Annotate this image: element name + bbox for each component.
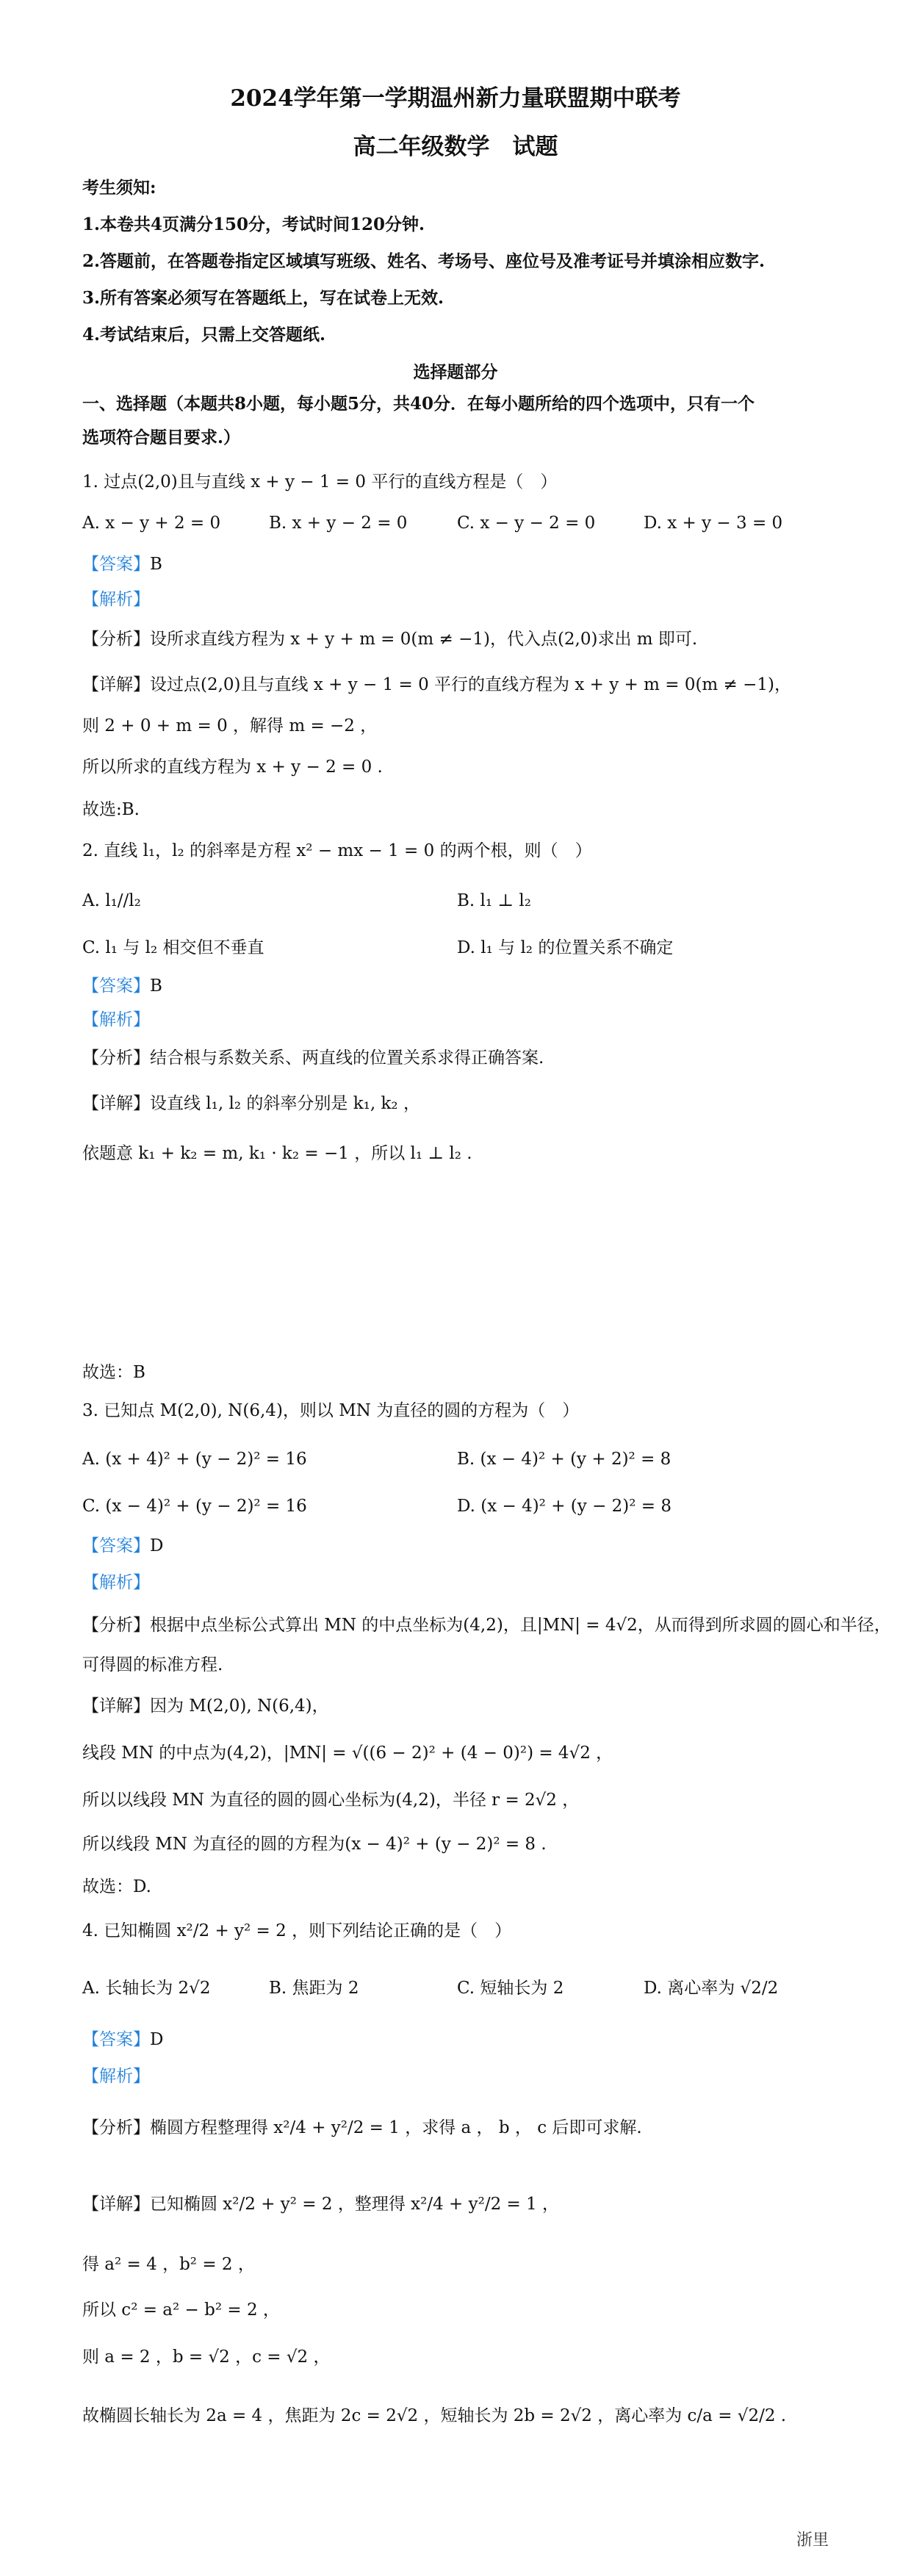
q3-option-b: B. (x − 4)² + (y + 2)² = 8 <box>457 1450 671 1469</box>
notice-item: 1.本卷共4页满分150分，考试时间120分钟. <box>82 215 425 234</box>
exam-subtitle: 高二年级数学 试题 <box>353 134 558 160</box>
q2-detail-line: 依题意 k₁ + k₂ = m, k₁ · k₂ = −1 ，所以 l₁ ⊥ l₂ . <box>82 1144 472 1163</box>
q1-option-a: A. x − y + 2 = 0 <box>82 514 221 533</box>
page-footer: 浙里 <box>796 2531 829 2550</box>
question-1-stem: 1. 过点(2,0)且与直线 x + y − 1 = 0 平行的直线方程是（ ） <box>82 472 558 492</box>
answer-value: D <box>150 1536 164 1555</box>
question-3-stem: 3. 已知点 M(2,0), N(6,4)，则以 MN 为直径的圆的方程为（ ） <box>82 1401 580 1420</box>
q1-analysis-tag: 【解析】 <box>82 590 150 609</box>
q2-analysis-tag: 【解析】 <box>82 1010 150 1029</box>
question-4-stem: 4. 已知椭圆 x²/2 + y² = 2 ，则下列结论正确的是（ ） <box>82 1921 512 1940</box>
q4-answer <box>82 2028 163 2051</box>
exam-title: 2024学年第一学期温州新力量联盟期中联考 <box>230 85 681 112</box>
q3-answer <box>82 1534 163 1558</box>
q2-fenxi <box>82 1046 544 1070</box>
fenxi-text: 设所求直线方程为 x + y + m = 0(m ≠ −1)，代入点(2,0)求出 m 即可. <box>150 630 698 649</box>
q1-detail-line: 则 2 + 0 + m = 0 ，解得 m = −2 ， <box>82 716 378 735</box>
q1-option-c: C. x − y − 2 = 0 <box>457 514 596 533</box>
q2-answer <box>82 974 162 998</box>
q2-detail-line: 【详解】设直线 l₁, l₂ 的斜率分别是 k₁, k₂ ， <box>82 1094 420 1113</box>
q1-option-d: D. x + y − 3 = 0 <box>644 514 783 533</box>
answer-tag: 【答案】 <box>82 976 150 996</box>
fenxi-tag: 【分析】 <box>82 630 150 649</box>
q1-option-b: B. x + y − 2 = 0 <box>269 514 408 533</box>
answer-value: D <box>150 2030 164 2049</box>
q2-option-b: B. l₁ ⊥ l₂ <box>457 891 531 910</box>
fenxi-text: 结合根与系数关系、两直线的位置关系求得正确答案. <box>150 1048 544 1068</box>
q1-detail-line: 【详解】设过点(2,0)且与直线 x + y − 1 = 0 平行的直线方程为 x + y + m = 0(m ≠ −1)， <box>82 675 792 694</box>
q1-detail-line: 故选:B. <box>82 800 140 819</box>
q2-option-d: D. l₁ 与 l₂ 的位置关系不确定 <box>457 938 674 957</box>
q4-detail-line: 则 a = 2 ，b = √2 ，c = √2 ， <box>82 2347 331 2367</box>
q2-option-a: A. l₁//l₂ <box>82 891 141 910</box>
q2-option-c: C. l₁ 与 l₂ 相交但不垂直 <box>82 938 264 957</box>
answer-tag: 【答案】 <box>82 555 150 574</box>
q4-option-b: B. 焦距为 2 <box>269 1979 359 1998</box>
q3-option-c: C. (x − 4)² + (y − 2)² = 16 <box>82 1497 307 1516</box>
q1-fenxi <box>82 627 697 651</box>
q3-option-a: A. (x + 4)² + (y − 2)² = 16 <box>82 1450 307 1469</box>
section-title: 选择题部分 <box>413 362 498 382</box>
q1-answer <box>82 553 162 576</box>
answer-tag: 【答案】 <box>82 1536 150 1555</box>
q4-detail-line: 得 a² = 4 ，b² = 2 ， <box>82 2255 255 2274</box>
q3-fenxi-line: 可得圆的标准方程. <box>82 1655 223 1674</box>
q4-option-a: A. 长轴长为 2√2 <box>82 1979 211 1998</box>
question-2-stem: 2. 直线 l₁，l₂ 的斜率是方程 x² − mx − 1 = 0 的两个根，则（ ） <box>82 841 592 860</box>
q4-detail-line: 所以 c² = a² − b² = 2 ， <box>82 2300 280 2320</box>
answer-tag: 【答案】 <box>82 2030 150 2049</box>
q3-detail-line: 故选：D. <box>82 1877 151 1896</box>
q4-option-c: C. 短轴长为 2 <box>457 1979 564 1998</box>
q4-detail-line: 【详解】已知椭圆 x²/2 + y² = 2 ，整理得 x²/4 + y²/2 = 1 ， <box>82 2195 560 2214</box>
q3-option-d: D. (x − 4)² + (y − 2)² = 8 <box>457 1497 672 1516</box>
q4-analysis-tag: 【解析】 <box>82 2067 150 2086</box>
answer-value: B <box>150 555 162 574</box>
section-intro: 一、选择题（本题共8小题，每小题5分，共40分．在每小题所给的四个选项中，只有一个 <box>82 394 755 414</box>
q2-detail-line: 故选：B <box>82 1363 145 1382</box>
answer-value: B <box>150 976 162 996</box>
q3-detail-line: 线段 MN 的中点为(4,2)，|MN| = √((6 − 2)² + (4 − 0)²) = 4√2 ， <box>82 1744 613 1763</box>
q4-option-d: D. 离心率为 √2/2 <box>644 1979 779 1998</box>
fenxi-tag: 【分析】 <box>82 1048 150 1068</box>
q4-detail-line: 故椭圆长轴长为 2a = 4 ，焦距为 2c = 2√2 ，短轴长为 2b = 2√2 ，离心率为 c/a = √2/2 . <box>82 2406 787 2425</box>
q3-detail-line: 所以以线段 MN 为直径的圆的圆心坐标为(4,2)，半径 r = 2√2 ， <box>82 1791 580 1810</box>
notice-item: 2.答题前，在答题卷指定区域填写班级、姓名、考场号、座位号及准考证号并填涂相应数字. <box>82 251 766 271</box>
section-intro: 选项符合题目要求.） <box>82 428 241 447</box>
q4-fenxi: 【分析】椭圆方程整理得 x²/4 + y²/2 = 1 ，求得 a ， b ， c 后即可求解. <box>82 2118 642 2137</box>
q3-detail-line: 所以线段 MN 为直径的圆的方程为(x − 4)² + (y − 2)² = 8 . <box>82 1835 547 1854</box>
notice-item: 3.所有答案必须写在答题纸上，写在试卷上无效. <box>82 288 444 308</box>
q3-analysis-tag: 【解析】 <box>82 1573 150 1592</box>
notice-item: 4.考试结束后，只需上交答题纸. <box>82 325 326 345</box>
q3-detail-line: 【详解】因为 M(2,0), N(6,4)， <box>82 1697 329 1716</box>
notice-heading: 考生须知: <box>82 178 156 198</box>
q3-fenxi-line: 【分析】根据中点坐标公式算出 MN 的中点坐标为(4,2)，且|MN| = 4√2，从而得到所求圆的圆心和半径， <box>82 1616 891 1635</box>
q1-detail-line: 所以所求的直线方程为 x + y − 2 = 0 . <box>82 758 383 777</box>
